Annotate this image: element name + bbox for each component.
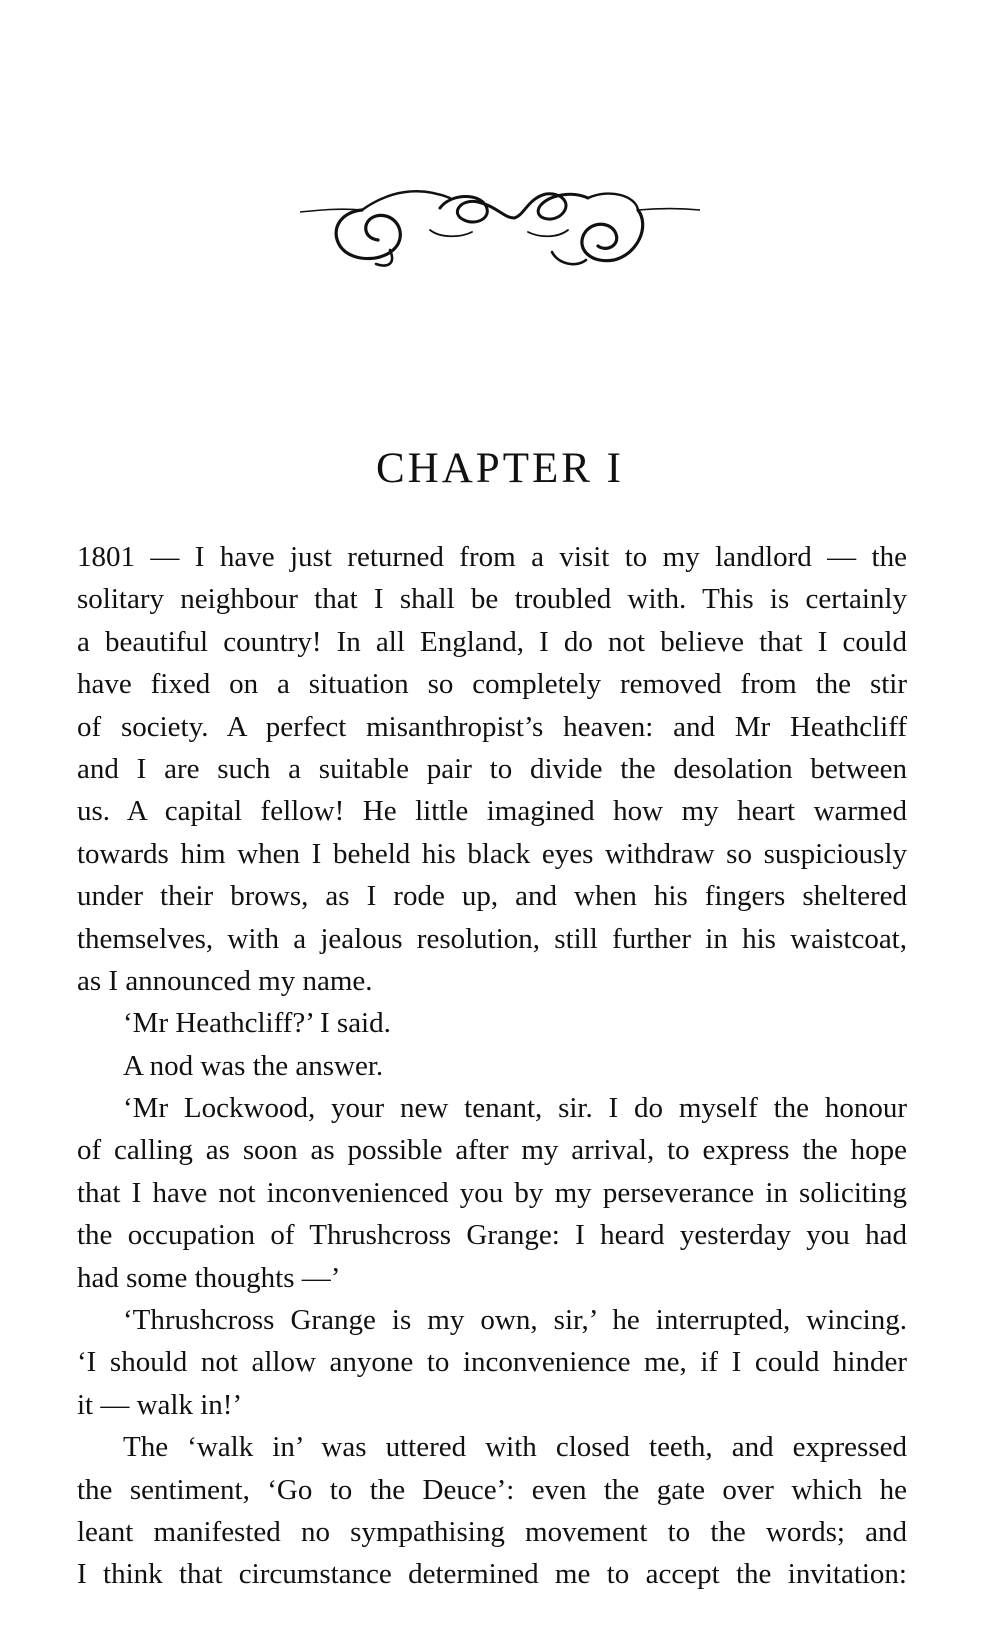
body-line: A nod was the answer. bbox=[123, 1049, 384, 1082]
body-line: The ‘walk in’ was uttered with closed teeth, and expressed bbox=[123, 1431, 907, 1464]
body-line: ‘I should not allow anyone to inconvenience me, if I could hinder bbox=[77, 1346, 907, 1379]
body-line: towards him when I beheld his black eyes withdraw so suspiciously bbox=[77, 837, 907, 870]
body-line: have fixed on a situation so completely removed from the stir bbox=[77, 668, 907, 701]
body-line: had some thoughts —’ bbox=[77, 1261, 341, 1294]
body-line: a beautiful country! In all England, I do not believe that I could bbox=[77, 625, 907, 658]
body-line: 1801 — I have just returned from a visit to my landlord — the bbox=[77, 541, 907, 573]
body-line: ‘Mr Lockwood, your new tenant, sir. I do myself the honour bbox=[123, 1092, 907, 1125]
body-line: and I are such a suitable pair to divide the desolation between bbox=[77, 752, 907, 785]
body-line: solitary neighbour that I shall be troubled with. This is certainly bbox=[77, 583, 907, 616]
body-line: leant manifested no sympathising movement to the words; and bbox=[77, 1515, 907, 1548]
chapter-ornament-icon bbox=[300, 168, 700, 283]
body-line: the sentiment, ‘Go to the Deuce’: even the gate over which he bbox=[77, 1473, 907, 1506]
body-line: themselves, with a jealous resolution, still further in his waistcoat, bbox=[77, 922, 907, 955]
body-line: that I have not inconvenienced you by my perseverance in soliciting bbox=[77, 1176, 907, 1209]
body-line: I think that circumstance determined me to accept the invitation: bbox=[77, 1558, 907, 1591]
chapter-body bbox=[77, 536, 907, 1596]
body-line: of society. A perfect misanthropist’s heaven: and Mr Heathcliff bbox=[77, 710, 907, 743]
body-line: us. A capital fellow! He little imagined how my heart warmed bbox=[77, 795, 907, 828]
chapter-title: CHAPTER I bbox=[376, 445, 624, 492]
body-line: of calling as soon as possible after my arrival, to express the hope bbox=[77, 1134, 907, 1167]
body-line: ‘Thrushcross Grange is my own, sir,’ he interrupted, wincing. bbox=[123, 1304, 907, 1337]
body-line: the occupation of Thrushcross Grange: I heard yesterday you had bbox=[77, 1219, 907, 1252]
body-line: ‘Mr Heathcliff?’ I said. bbox=[123, 1007, 391, 1040]
body-line: as I announced my name. bbox=[77, 964, 373, 997]
body-line: under their brows, as I rode up, and when his fingers sheltered bbox=[77, 880, 907, 913]
body-line: it — walk in!’ bbox=[77, 1388, 243, 1421]
